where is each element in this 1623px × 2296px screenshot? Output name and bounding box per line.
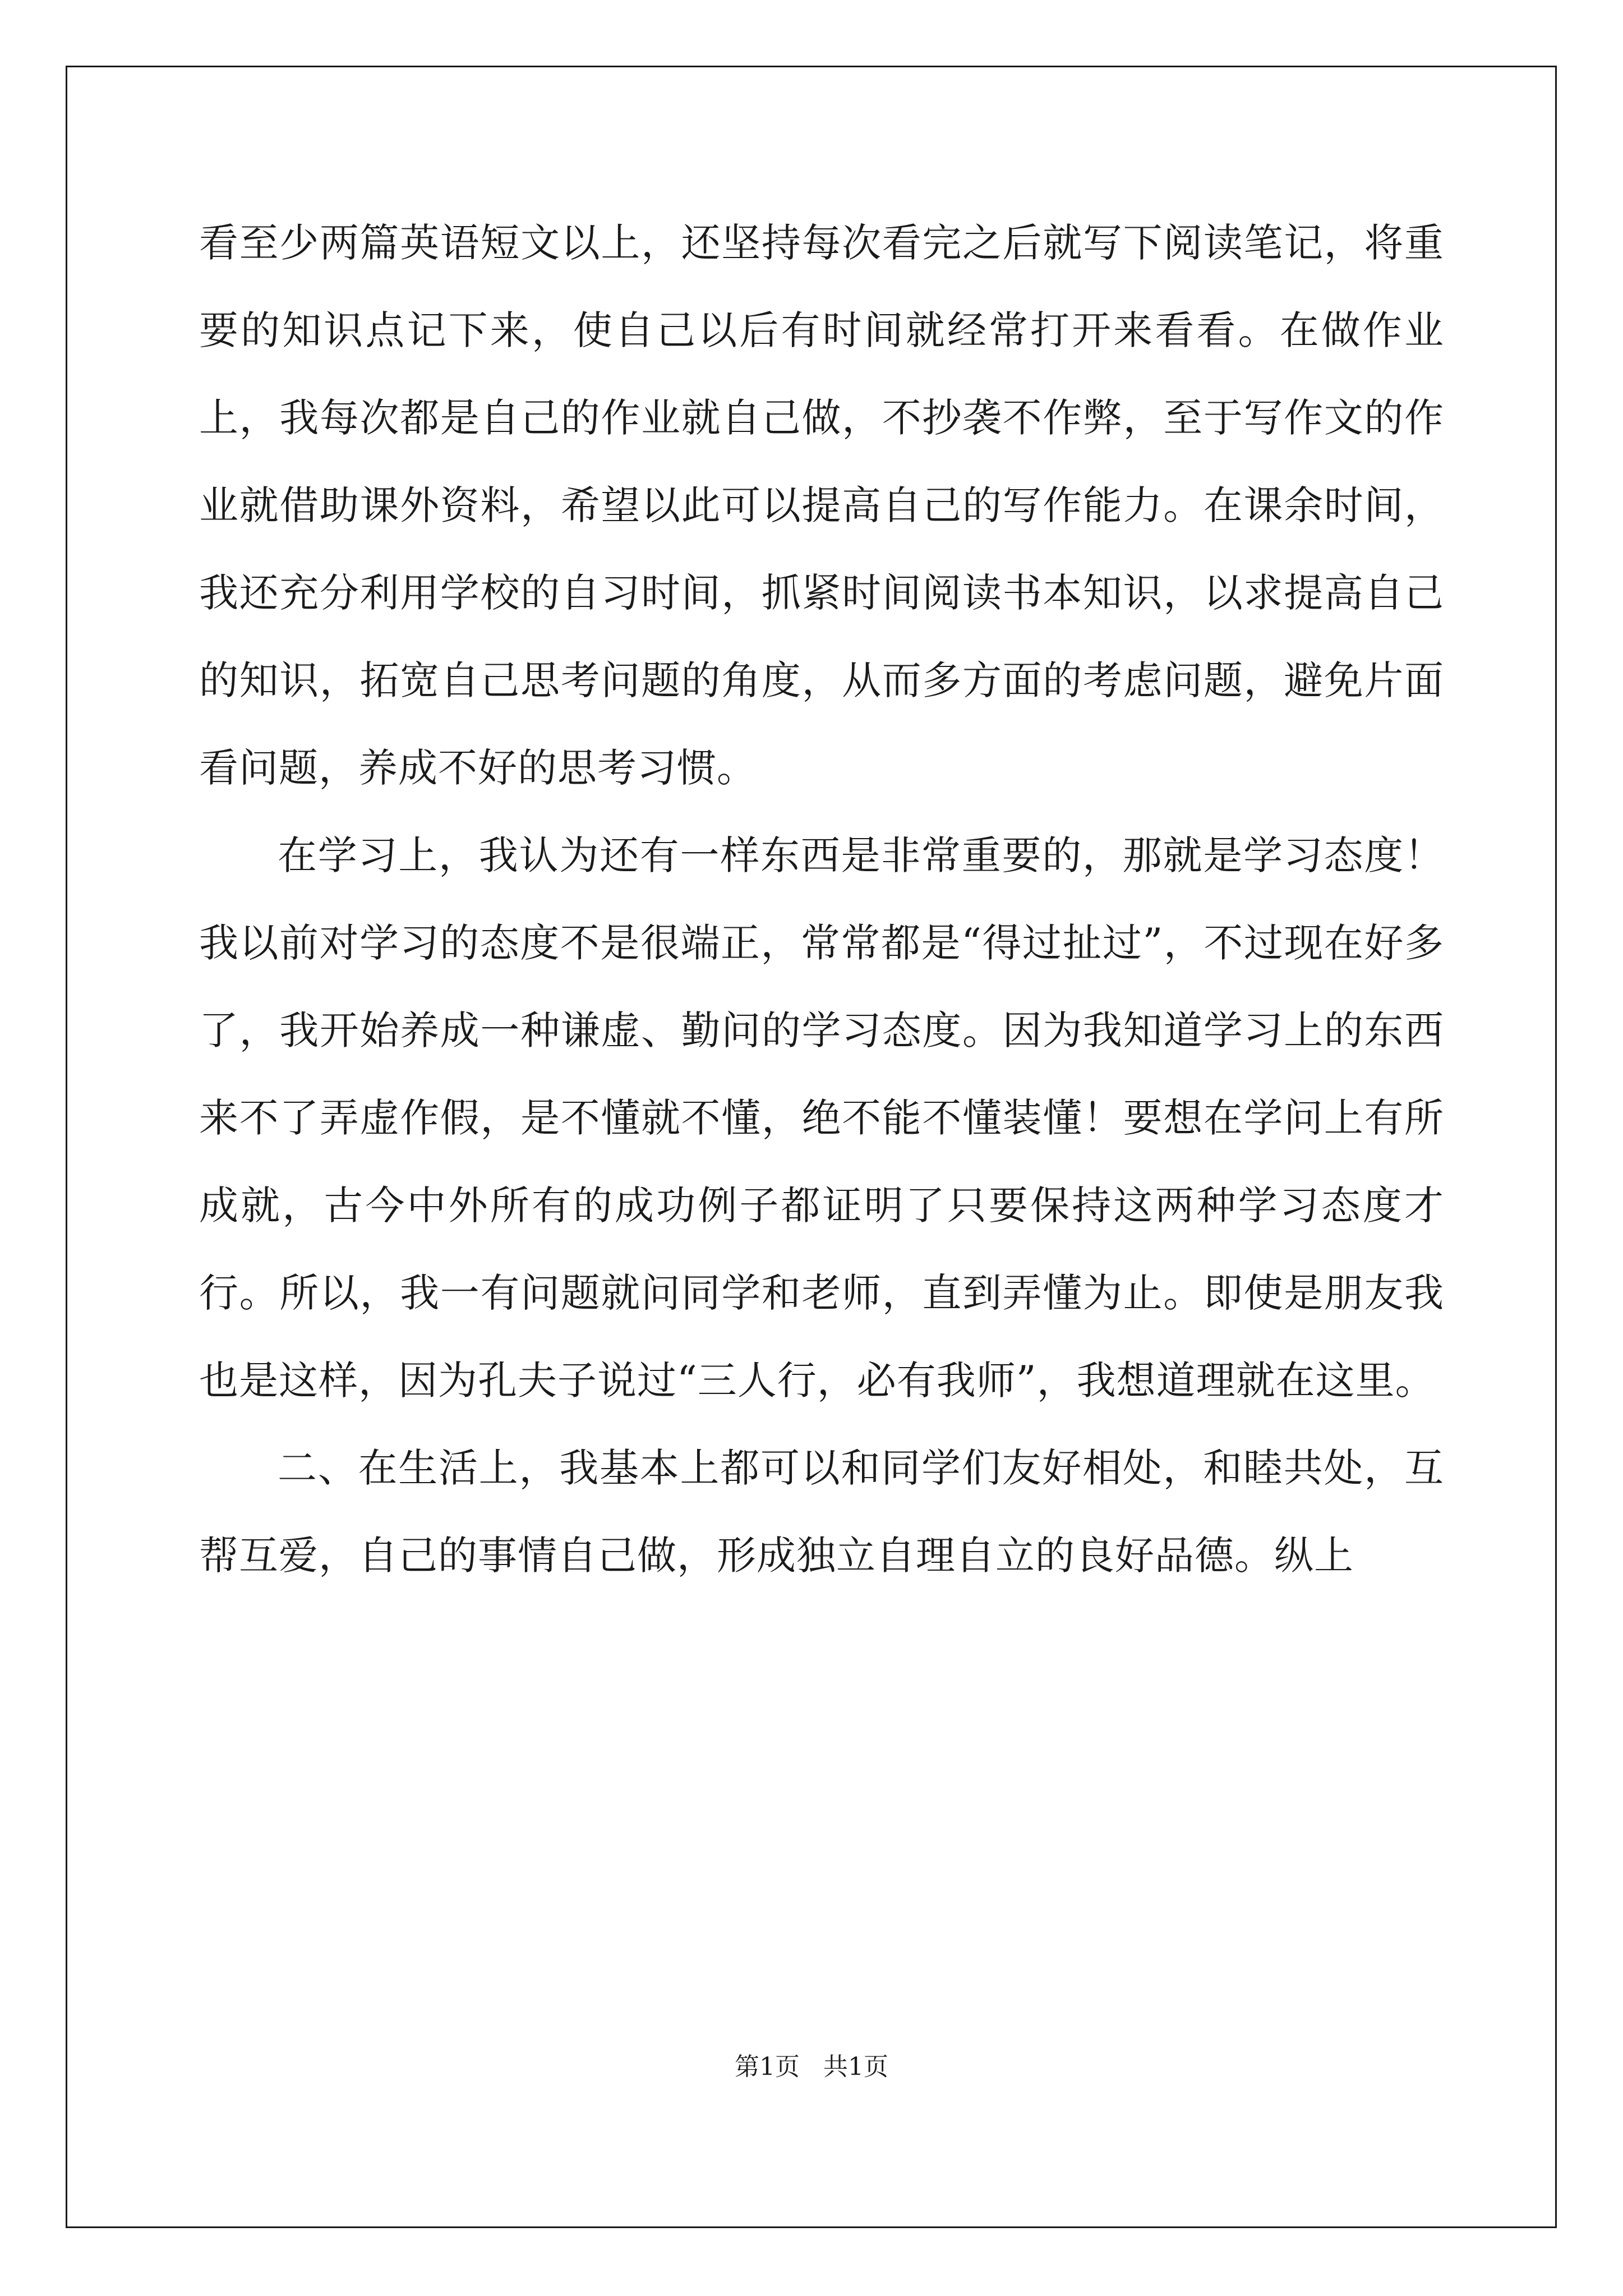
page-footer xyxy=(0,2046,1623,2082)
page-number-total: 共1页 xyxy=(823,2053,888,2081)
page-number-current: 第1页 xyxy=(735,2053,800,2081)
paragraph-3: 二、在生活上，我基本上都可以和同学们友好相处，和睦共处，互帮互爱，自己的事情自己做，形成独立自理自立的良好品德。纵上 xyxy=(199,1445,1444,1579)
document-body xyxy=(199,199,1444,1599)
paragraph-1: 看至少两篇英语短文以上，还坚持每次看完之后就写下阅读笔记，将重要的知识点记下来，使自己以后有时间就经常打开来看看。在做作业上，我每次都是自己的作业就自己做，不抄袭不作弊，至于写作文的作业就借助课外资料，希望以此可以提高自己的写作能力。在课余时间，我还充分利用学校的自习时间，抓紧时间阅读书本知识，以求提高自己的知识，拓宽自己思考问题的角度，从而多方面的考虑问题，避免片面看问题，养成不好的思考习惯。 xyxy=(199,220,1444,791)
paragraph-2: 在学习上，我认为还有一样东西是非常重要的，那就是学习态度！我以前对学习的态度不是很端正，常常都是“得过扯过”，不过现在好多了，我开始养成一种谦虚、勤问的学习态度。因为我知道学习上的东西来不了弄虚作假，是不懂就不懂，绝不能不懂装懂！要想在学问上有所成就，古今中外所有的成功例子都证明了只要保持这两种学习态度才行。所以，我一有问题就问同学和老师，直到弄懂为止。即使是朋友我也是这样，因为孔夫子说过“三人行，必有我师”，我想道理就在这里。 xyxy=(199,832,1444,1404)
